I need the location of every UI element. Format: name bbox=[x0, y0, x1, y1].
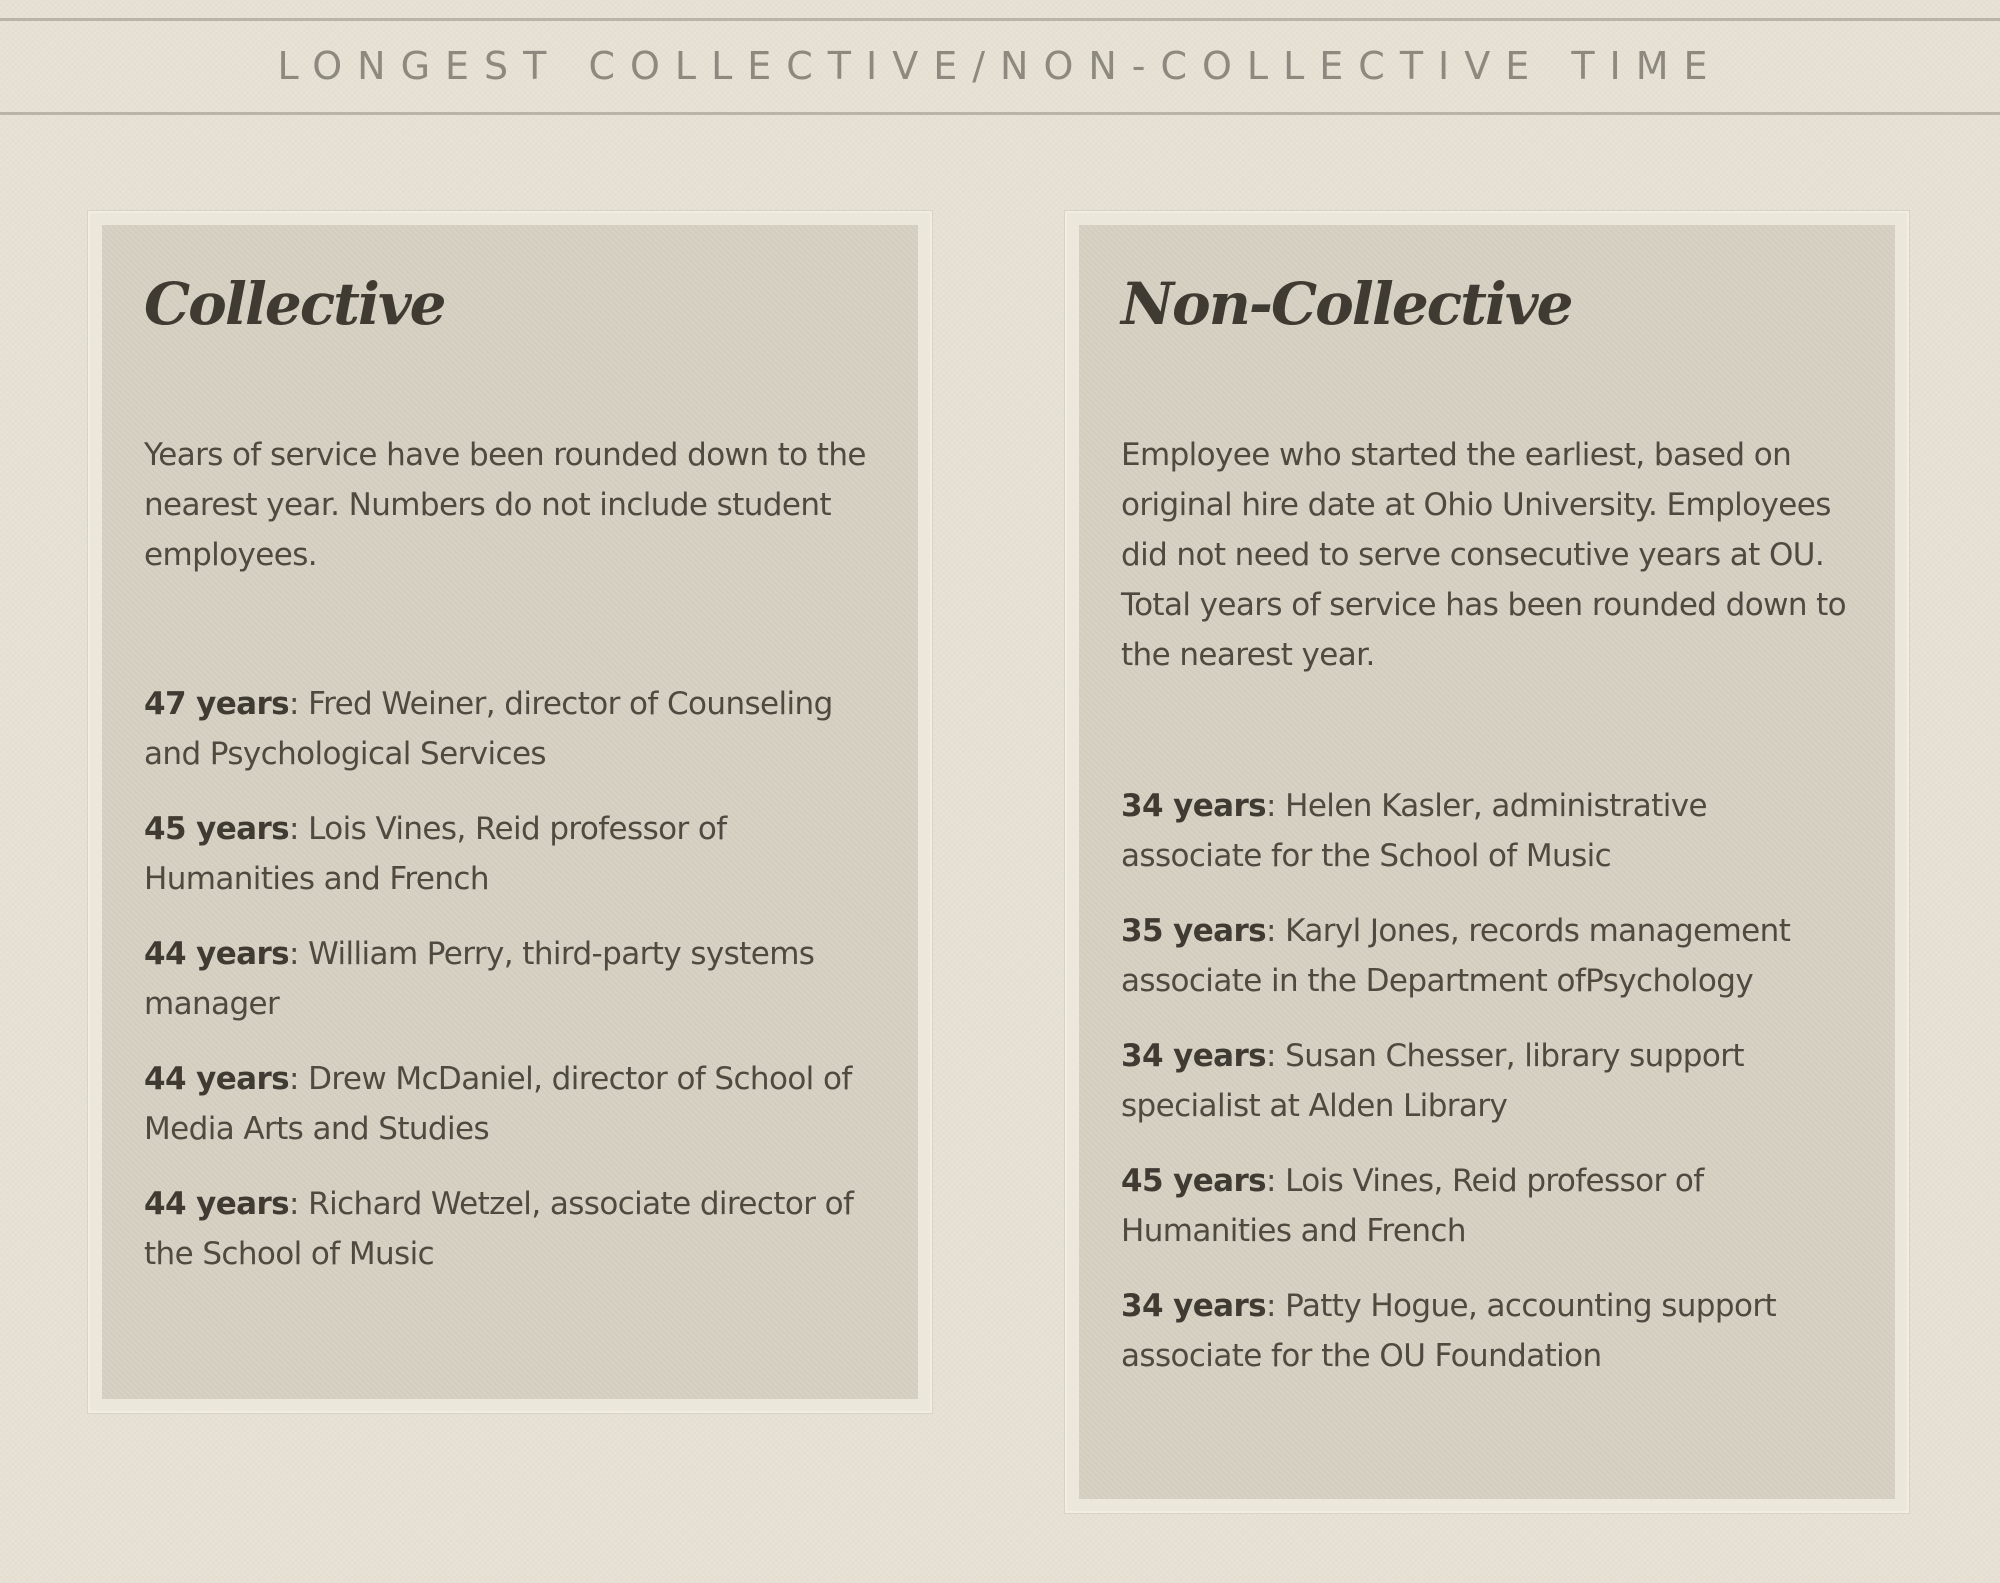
collective-intro: Years of service have been rounded down to the nearest year. Numbers do not include student employees. bbox=[144, 437, 866, 573]
years-label: 34 years bbox=[1121, 788, 1267, 824]
list-item bbox=[1121, 1156, 1853, 1256]
entry-text: : Karyl Jones, records management associate in the Department ofPsychology bbox=[1121, 913, 1791, 999]
years-label: 34 years bbox=[1121, 1288, 1267, 1324]
collective-list bbox=[144, 679, 876, 1279]
list-item bbox=[1121, 1281, 1853, 1381]
years-label: 44 years bbox=[144, 1061, 290, 1097]
years-label: 44 years bbox=[144, 1186, 290, 1222]
entry-text: : Lois Vines, Reid professor of Humanities and French bbox=[1121, 1163, 1704, 1249]
years-label: 45 years bbox=[1121, 1163, 1267, 1199]
entry-text: : Susan Chesser, library support specialist at Alden Library bbox=[1121, 1038, 1744, 1124]
years-label: 47 years bbox=[144, 686, 290, 722]
non-collective-panel bbox=[1079, 225, 1895, 1499]
non-collective-panel-frame bbox=[1065, 211, 1909, 1513]
entry-text: : Drew McDaniel, director of School of Media Arts and Studies bbox=[144, 1061, 852, 1147]
list-item bbox=[144, 1179, 876, 1279]
years-label: 35 years bbox=[1121, 913, 1267, 949]
years-label: 45 years bbox=[144, 811, 290, 847]
list-item bbox=[144, 679, 876, 779]
list-item bbox=[1121, 1031, 1853, 1131]
list-item bbox=[1121, 906, 1853, 1006]
collective-panel-frame bbox=[88, 211, 932, 1413]
entry-text: : Helen Kasler, administrative associate for the School of Music bbox=[1121, 788, 1707, 874]
list-item bbox=[144, 1054, 876, 1154]
entry-text: : Lois Vines, Reid professor of Humanities and French bbox=[144, 811, 727, 897]
non-collective-list bbox=[1121, 781, 1853, 1381]
entry-text: : Fred Weiner, director of Counseling and Psychological Services bbox=[144, 686, 833, 772]
collective-panel bbox=[102, 225, 918, 1399]
entry-text: : Patty Hogue, accounting support associate for the OU Foundation bbox=[1121, 1288, 1777, 1374]
collective-heading: Collective bbox=[144, 270, 445, 338]
list-item bbox=[1121, 781, 1853, 881]
title-rule-top bbox=[0, 18, 2000, 21]
non-collective-heading: Non-Collective bbox=[1121, 270, 1572, 338]
page-title: LONGEST COLLECTIVE/NON-COLLECTIVE TIME bbox=[277, 44, 1723, 88]
entry-text: : Richard Wetzel, associate director of the School of Music bbox=[144, 1186, 854, 1272]
title-rule-bottom bbox=[0, 112, 2000, 115]
list-item bbox=[144, 804, 876, 904]
non-collective-intro: Employee who started the earliest, based on original hire date at Ohio University. Employees did not need to serve consecutive years at OU. Total years of service has been rounded down to the nearest year. bbox=[1121, 437, 1847, 673]
years-label: 44 years bbox=[144, 936, 290, 972]
years-label: 34 years bbox=[1121, 1038, 1267, 1074]
list-item bbox=[144, 929, 876, 1029]
entry-text: : William Perry, third-party systems manager bbox=[144, 936, 815, 1022]
